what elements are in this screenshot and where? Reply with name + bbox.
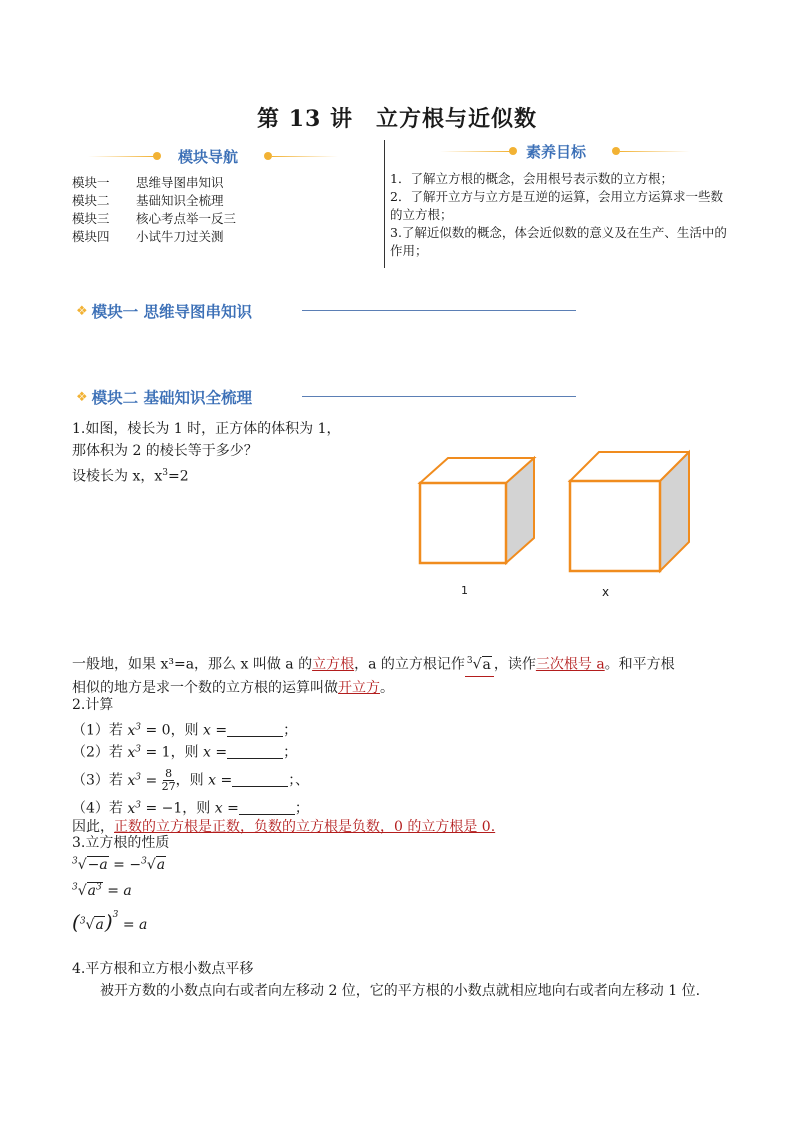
column-divider [384,140,385,268]
small-cube [420,458,534,563]
cube2-label: x [602,585,610,599]
q3-heading: 3.立方根的性质 [72,835,170,851]
cube-root-symbol: $^3$√a [465,650,494,677]
q2-item: （4）若 $x^3 = -1$，则 x = ； [72,800,309,817]
goals-heading-dot-right [612,147,620,155]
property-3: $(^3√a)^3 = a$ [72,910,148,934]
q4-section [72,958,724,1002]
q2-section [72,694,724,838]
nav-item[interactable]: 模块四 小试牛刀过关测 [72,229,224,244]
nav-heading: 模块导航 [178,148,239,166]
goals-heading-dot-left [509,147,517,155]
q2-item: （2）若 $x^3 = 1$，则 x = ； [72,744,298,761]
term-read-as: 三次根号 a [535,656,605,673]
module1-heading: ❖ 模块一 思维导图串知识 [76,303,253,321]
diamond-icon: ❖ [76,303,88,319]
nav-heading-dot-right [264,152,272,160]
cubes-figure [410,445,690,575]
nav-item[interactable]: 模块二 基础知识全梳理 [72,193,224,208]
nav-heading-dot-left [153,152,161,160]
q4-text: 被开方数的小数点向右或者向左移动 2 位，它的平方根的小数点就相应地向右或者向左移动 1 位. [100,983,701,999]
property-1: $^3$√−a = −$^3$√a [72,856,166,873]
goal-item: 3.了解近似数的概念，体会近似数的意义及在生产、生活中的作用； [390,225,727,258]
nav-item[interactable]: 模块三 核心考点举一反三 [72,211,237,226]
goals-heading-line-left [440,151,510,152]
term-extraction: 开立方 [338,679,380,696]
q1-text: 1.如图，棱长为 1 时，正方体的体积为 1， 那体积为 2 的棱长等于多少？ 设棱长为 x，$x^3=2$ [72,421,341,485]
diamond-icon: ❖ [76,389,88,405]
term-cube-root: 立方根 [312,656,355,673]
property-2: $^3√a^3 = a$ [72,882,132,899]
q4-heading: 4.平方根和立方根小数点平移 [72,961,254,977]
module2-heading: ❖ 模块二 基础知识全梳理 [76,389,253,407]
nav-heading-line-right [272,156,338,157]
goal-item: 2．了解开立方与立方是互逆的运算，会用立方运算求一些数的立方根； [390,189,723,222]
cube1-label: 1 [461,584,468,597]
answer-blank[interactable] [239,800,295,815]
nav-list [72,174,236,246]
definition-paragraph: 一般地，如果 x³=a，那么 x 叫做 a 的立方根，a 的立方根记作 $^3$√a ，读作三次根号 a。和平方根 相似的地方是求一个数的立方根的运算叫做开立方。 [72,650,724,699]
goals-list [390,170,728,260]
goals-heading-line-right [620,151,690,152]
nav-item[interactable]: 模块一 思维导图串知识 [72,175,224,190]
q2-conclusion: 因此，正数的立方根是正数，负数的立方根是负数，0 的立方根是 0. [72,819,496,835]
fraction: $\frac{8}{27}$ [161,767,176,794]
answer-blank[interactable] [227,722,283,737]
page-title: 第 13 讲 立方根与近似数 [257,106,537,132]
q2-item: （3）若 $x^3$ = $\frac{8}{27}$ ，则 x = ；、 [72,767,310,794]
q2-heading: 2.计算 [72,697,114,713]
large-cube [570,452,689,571]
goal-item: 1．了解立方根的概念，会用根号表示数的立方根； [390,171,673,186]
module2-rule [302,396,576,397]
answer-blank[interactable] [232,772,288,787]
module1-rule [302,310,576,311]
nav-heading-line-left [88,156,154,157]
goals-heading: 素养目标 [526,143,587,161]
q2-item: （1）若 $x^3 = 0$，则 x = ； [72,722,298,739]
answer-blank[interactable] [227,744,283,759]
